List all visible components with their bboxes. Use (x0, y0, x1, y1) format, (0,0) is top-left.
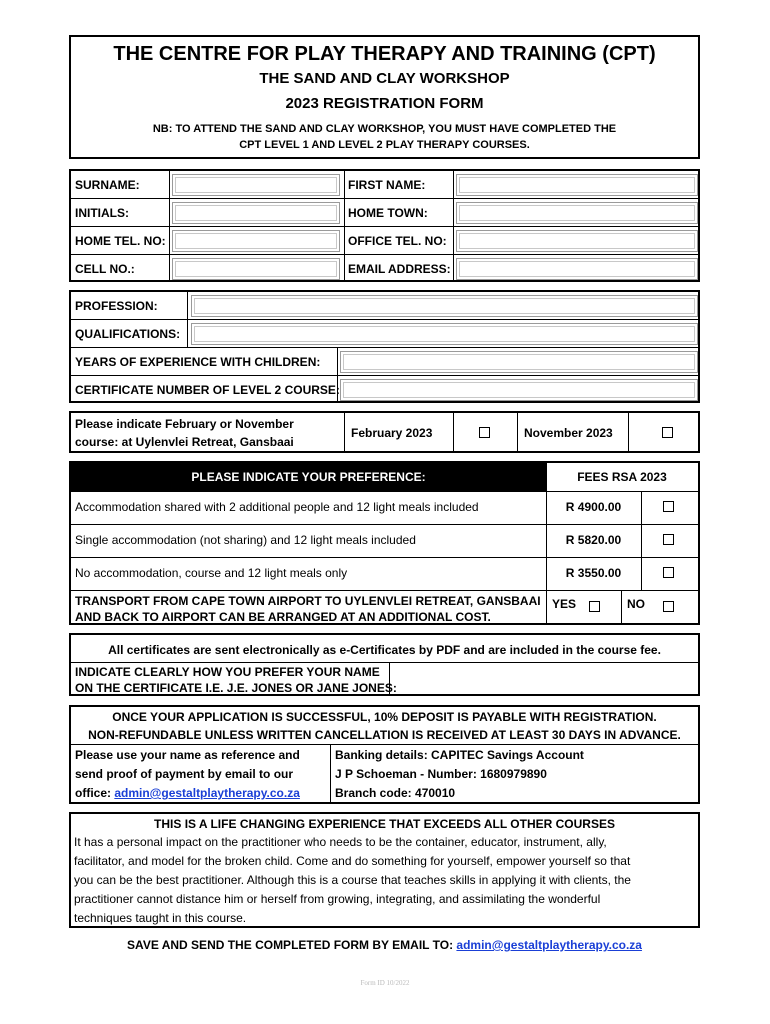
course-prompt-line-1: Please indicate February or November (75, 417, 294, 431)
email-label: EMAIL ADDRESS: (348, 262, 451, 276)
profession-label: PROFESSION: (75, 299, 158, 313)
note-line-2: CPT LEVEL 1 AND LEVEL 2 PLAY THERAPY COURSES. (239, 139, 530, 151)
fees-table (69, 461, 700, 625)
note-line-1: NB: TO ATTEND THE SAND AND CLAY WORKSHOP, YOU MUST HAVE COMPLETED THE (152, 123, 617, 135)
fee-price: R 5820.00 (565, 533, 622, 547)
fee-checkbox[interactable] (663, 501, 674, 512)
certificate-number-input[interactable] (340, 379, 698, 401)
experience-line-5: techniques taught in this course. (74, 911, 247, 925)
experience-line-4: practitioner cannot distance him or herself from growing, integrating, and assimilating the wonderful (74, 892, 601, 906)
certificate-name-input[interactable] (391, 664, 696, 692)
fees-header: FEES RSA 2023 (577, 470, 667, 484)
bank-line-3: Branch code: 470010 (335, 786, 456, 800)
certificate-note: All certificates are sent electronically as e-Certificates by PDF and are included in the course fee. (108, 643, 661, 657)
home-town-label: HOME TOWN: (348, 206, 428, 220)
qualifications-input[interactable] (191, 323, 698, 345)
transport-line-2: AND BACK TO AIRPORT CAN BE ARRANGED AT AN ADDITIONAL COST. (75, 610, 491, 624)
february-checkbox[interactable] (479, 427, 490, 438)
experience-line-1: It has a personal impact on the practitioner who needs to be the container, educator, instrument, ally, (74, 835, 607, 849)
certificate-name-line-1: INDICATE CLEARLY HOW YOU PREFER YOUR NAME (75, 665, 380, 679)
transport-line-1: TRANSPORT FROM CAPE TOWN AIRPORT TO UYLENVLEI RETREAT, GANSBAAI (75, 594, 541, 608)
fee-checkbox[interactable] (663, 567, 674, 578)
org-title: THE CENTRE FOR PLAY THERAPY AND TRAINING (CPT) (113, 43, 656, 65)
first-name-label: FIRST NAME: (348, 178, 426, 192)
cancellation-line: NON-REFUNDABLE UNLESS WRITTEN CANCELLATION IS RECEIVED AT LEAST 30 DAYS IN ADVANCE. (88, 728, 681, 742)
fee-row-2 (71, 524, 698, 557)
form-id: Form ID 10/2022 (360, 979, 410, 987)
email-input[interactable] (456, 258, 698, 280)
office-tel-label: OFFICE TEL. NO: (348, 234, 447, 248)
experience-line-2: facilitator, and model for the broken child. Come and do something for yourself, empower yourself so that (74, 854, 631, 868)
home-tel-input[interactable] (172, 230, 340, 252)
send-form-instruction (69, 938, 700, 952)
fee-checkbox[interactable] (663, 534, 674, 545)
surname-input[interactable] (172, 174, 340, 196)
transport-no-label: NO (627, 597, 645, 611)
transport-no-checkbox[interactable] (663, 601, 674, 612)
experience-title: THIS IS A LIFE CHANGING EXPERIENCE THAT EXCEEDS ALL OTHER COURSES (154, 817, 615, 831)
professional-details-table (69, 290, 700, 403)
experience-box (69, 812, 700, 928)
footer-email-link[interactable]: admin@gestaltplaytherapy.co.za (456, 938, 642, 952)
preference-header: PLEASE INDICATE YOUR PREFERENCE: (191, 470, 426, 484)
experience-line-3: you can be the best practitioner. Although this is a course that teaches skills in applying it with clients, the (74, 873, 631, 887)
fee-row-3 (71, 557, 698, 590)
header-box (69, 35, 700, 159)
reference-office-prefix: office: (75, 786, 111, 800)
years-experience-input[interactable] (340, 351, 698, 373)
first-name-input[interactable] (456, 174, 698, 196)
fee-price: R 4900.00 (565, 500, 622, 514)
workshop-title: THE SAND AND CLAY WORKSHOP (259, 70, 510, 87)
profession-input[interactable] (191, 295, 698, 317)
qualifications-label: QUALIFICATIONS: (75, 327, 181, 341)
certificate-box (69, 633, 700, 696)
office-tel-input[interactable] (456, 230, 698, 252)
bank-line-1: Banking details: CAPITEC Savings Account (335, 748, 584, 762)
certificate-number-label: CERTIFICATE NUMBER OF LEVEL 2 COURSE: (75, 383, 340, 397)
fee-price: R 3550.00 (565, 566, 622, 580)
initials-input[interactable] (172, 202, 340, 224)
surname-label: SURNAME: (75, 178, 140, 192)
cell-input[interactable] (172, 258, 340, 280)
reference-line-2: send proof of payment by email to our (75, 767, 294, 781)
cell-label: CELL NO.: (75, 262, 135, 276)
reference-line-3 (75, 786, 300, 800)
fee-row-1 (71, 491, 698, 524)
fee-description: No accommodation, course and 12 light meals only (75, 566, 348, 580)
form-title: 2023 REGISTRATION FORM (285, 95, 484, 112)
initials-label: INITIALS: (75, 206, 129, 220)
personal-details-table (69, 169, 700, 282)
november-option-label: November 2023 (524, 426, 613, 440)
november-checkbox[interactable] (662, 427, 673, 438)
home-tel-label: HOME TEL. NO: (75, 234, 166, 248)
deposit-line: ONCE YOUR APPLICATION IS SUCCESSFUL, 10% DEPOSIT IS PAYABLE WITH REGISTRATION. (112, 710, 657, 724)
office-email-link[interactable]: admin@gestaltplaytherapy.co.za (114, 786, 300, 800)
bank-line-2: J P Schoeman - Number: 1680979890 (335, 767, 547, 781)
transport-yes-checkbox[interactable] (589, 601, 600, 612)
reference-line-1: Please use your name as reference and (75, 748, 300, 762)
course-prompt-line-2: course: at Uylenvlei Retreat, Gansbaai (75, 435, 294, 449)
certificate-name-line-2: ON THE CERTIFICATE I.E. J.E. JONES OR JANE JONES: (75, 681, 397, 695)
years-experience-label: YEARS OF EXPERIENCE WITH CHILDREN: (75, 355, 321, 369)
fee-description: Accommodation shared with 2 additional people and 12 light meals included (75, 500, 479, 514)
payment-box (69, 705, 700, 804)
home-town-input[interactable] (456, 202, 698, 224)
transport-yes-label: YES (552, 597, 577, 611)
february-option-label: February 2023 (351, 426, 433, 440)
send-form-prefix: SAVE AND SEND THE COMPLETED FORM BY EMAIL TO: (127, 938, 454, 952)
fee-description: Single accommodation (not sharing) and 12 light meals included (75, 533, 416, 547)
course-selection-table (69, 411, 700, 453)
